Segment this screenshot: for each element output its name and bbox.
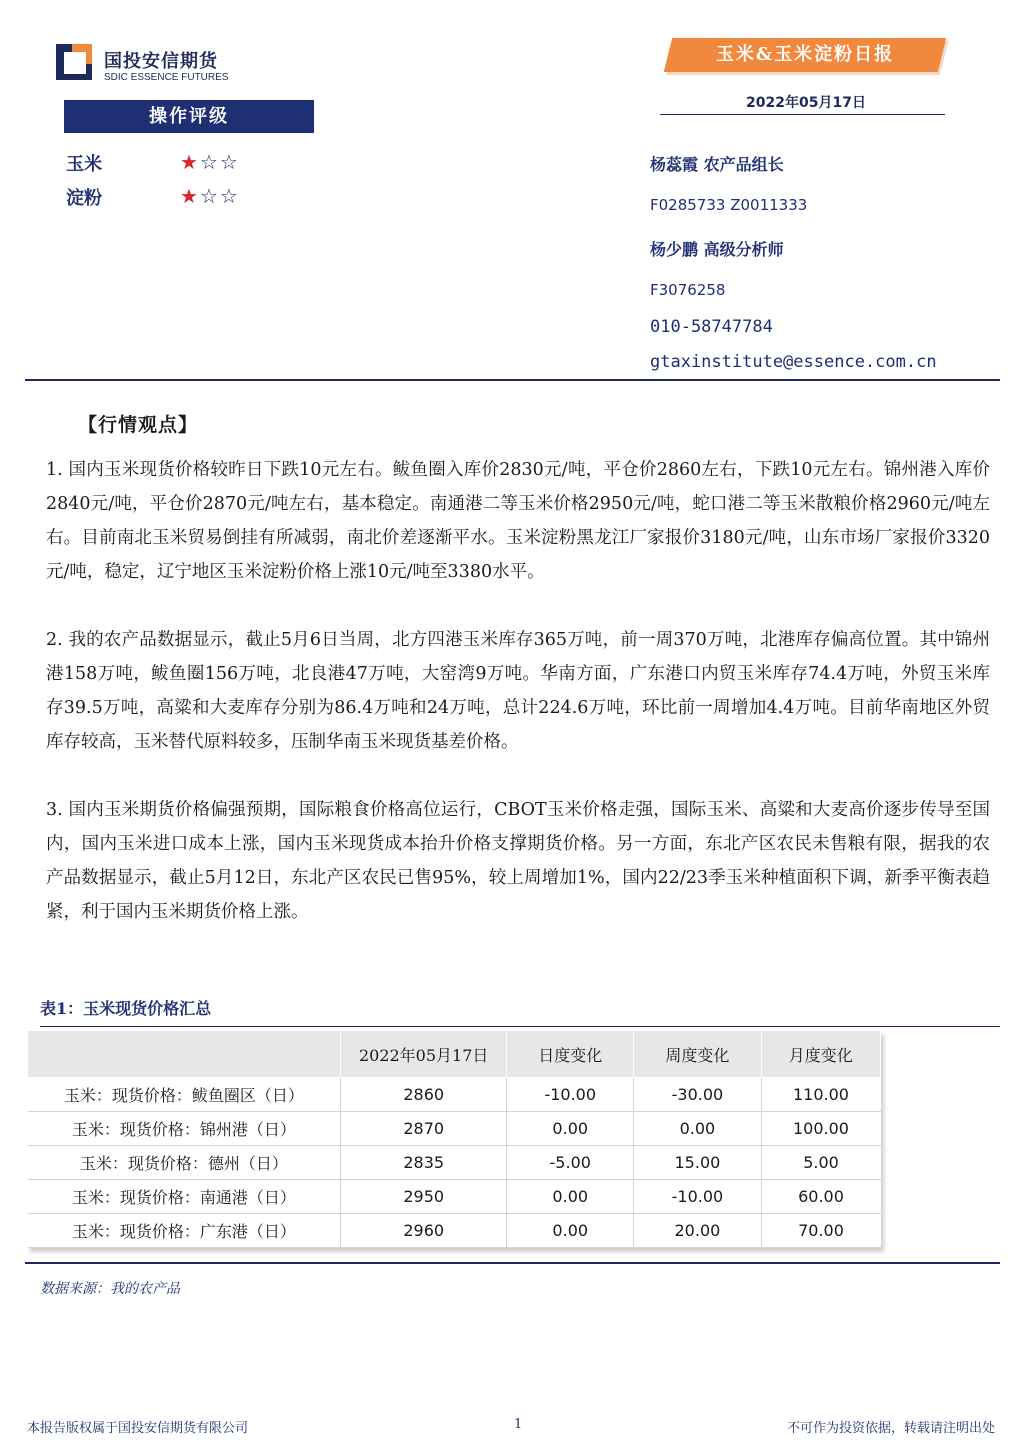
- table-cell: -5.00: [507, 1146, 634, 1180]
- page-number: 1: [514, 1417, 523, 1432]
- analyst-name: 杨蕊霞 农产品组长: [650, 155, 784, 174]
- star-rating-icon: ★☆☆: [180, 150, 240, 174]
- table-cell: 0.00: [507, 1112, 634, 1146]
- footer-copyright: 本报告版权属于国投安信期货有限公司: [27, 1421, 249, 1436]
- table-cell: 0.00: [634, 1112, 761, 1146]
- table-cell: 2960: [341, 1214, 507, 1248]
- table-cell: 15.00: [634, 1146, 761, 1180]
- paragraph: 1. 国内玉米现货价格较昨日下跌10元左右。鲅鱼圈入库价2830元/吨，平仓价2860左右，下跌10元左右。锦州港入库价2840元/吨，平仓价2870元/吨左右，基本稳定。南通港二等玉米价格2950元/吨，蛇口港二等玉米散粮价格2960元/吨左右。目前南北玉米贸易倒挂有所减弱，南北价差逐渐平水。玉米淀粉黑龙江厂家报价3180元/吨，山东市场厂家报价3320元/吨，稳定，辽宁地区玉米淀粉价格上涨10元/吨至3380水平。: [46, 460, 990, 582]
- rating-label: 玉米: [66, 154, 102, 175]
- spot-price-table: [27, 1030, 881, 1248]
- table-header-cell: [28, 1031, 341, 1078]
- footer-disclaimer: 不可作为投资依据，转载请注明出处: [786, 1421, 995, 1436]
- contact-phone: 010-58747784: [650, 317, 773, 337]
- paragraph: 3. 国内玉米期货价格偏强预期，国际粮食价格高位运行，CBOT玉米价格走强，国际玉米、高粱和大麦高价逐步传导至国内，国内玉米进口成本上涨，国内玉米现货成本抬升价格支撑期货价格。另一方面，东北产区农民未售粮有限，据我的农产品数据显示，截止5月12日，东北产区农民已售95%，较上周增加1%，国内22/23季玉米种植面积下调，新季平衡表趋紧，利于国内玉米期货价格上涨。: [46, 800, 990, 922]
- logo-english-name: SDIC ESSENCE FUTURES: [104, 72, 229, 83]
- analyst-name: 杨少鹏 高级分析师: [650, 240, 784, 259]
- table-row: [28, 1078, 881, 1112]
- table-header-cell: 周度变化: [634, 1031, 761, 1078]
- contact-email[interactable]: gtaxinstitute@essence.com.cn: [650, 352, 937, 372]
- table-cell: 2870: [341, 1112, 507, 1146]
- table-cell: 70.00: [761, 1214, 881, 1248]
- table-cell: 60.00: [761, 1180, 881, 1214]
- table-header-row: [28, 1031, 881, 1078]
- source-divider: [25, 1262, 1000, 1264]
- table-cell: 0.00: [507, 1214, 634, 1248]
- table-cell: -10.00: [634, 1180, 761, 1214]
- star-rating-icon: ★☆☆: [180, 184, 240, 208]
- table-cell: 玉米：现货价格：鲅鱼圈区（日）: [28, 1078, 341, 1112]
- report-title: 玉米&玉米淀粉日报: [715, 44, 895, 65]
- data-source: 数据来源：我的农产品: [40, 1281, 180, 1297]
- table-title-divider: [40, 1026, 1000, 1027]
- table-cell: -30.00: [634, 1078, 761, 1112]
- table-header-cell: 月度变化: [761, 1031, 881, 1078]
- logo-chinese-name: 国投安信期货: [104, 51, 218, 72]
- table-cell: 0.00: [507, 1180, 634, 1214]
- table-header-cell: 2022年05月17日: [341, 1031, 507, 1078]
- table-cell: 玉米：现货价格：德州（日）: [28, 1146, 341, 1180]
- table-cell: 5.00: [761, 1146, 881, 1180]
- table-cell: 20.00: [634, 1214, 761, 1248]
- table-cell: 玉米：现货价格：南通港（日）: [28, 1180, 341, 1214]
- table-row: [28, 1146, 881, 1180]
- report-date: 2022年05月17日: [746, 95, 866, 111]
- analyst-license: F3076258: [650, 281, 726, 299]
- table-header-cell: 日度变化: [507, 1031, 634, 1078]
- table-title: 表1：玉米现货价格汇总: [40, 999, 212, 1018]
- table-cell: -10.00: [507, 1078, 634, 1112]
- company-logo-icon: [54, 42, 94, 82]
- analyst-license: F0285733 Z0011333: [650, 196, 808, 214]
- table-row: [28, 1180, 881, 1214]
- table-cell: 2860: [341, 1078, 507, 1112]
- rating-header: 操作评级: [64, 100, 314, 133]
- table-row: [28, 1112, 881, 1146]
- report-title-banner: [664, 38, 946, 72]
- rating-row-starch: [66, 184, 316, 212]
- header-divider: [25, 379, 1000, 381]
- table-row: [28, 1214, 881, 1248]
- section-title: 【行情观点】: [78, 414, 199, 436]
- rating-row-corn: [66, 150, 316, 178]
- table-cell: 2835: [341, 1146, 507, 1180]
- date-divider: [660, 114, 945, 115]
- table-cell: 100.00: [761, 1112, 881, 1146]
- paragraph: 2. 我的农产品数据显示，截止5月6日当周，北方四港玉米库存365万吨，前一周370万吨，北港库存偏高位置。其中锦州港158万吨，鲅鱼圈156万吨，北良港47万吨，大窑湾9万吨。华南方面，广东港口内贸玉米库存74.4万吨，外贸玉米库存39.5万吨，高粱和大麦库存分别为86.4万吨和24万吨，总计224.6万吨，环比前一周增加4.4万吨。目前华南地区外贸库存较高，玉米替代原料较多，压制华南玉米现货基差价格。: [46, 630, 990, 752]
- table-cell: 玉米：现货价格：广东港（日）: [28, 1214, 341, 1248]
- rating-label: 淀粉: [66, 188, 102, 209]
- table-cell: 110.00: [761, 1078, 881, 1112]
- table-cell: 玉米：现货价格：锦州港（日）: [28, 1112, 341, 1146]
- table-cell: 2950: [341, 1180, 507, 1214]
